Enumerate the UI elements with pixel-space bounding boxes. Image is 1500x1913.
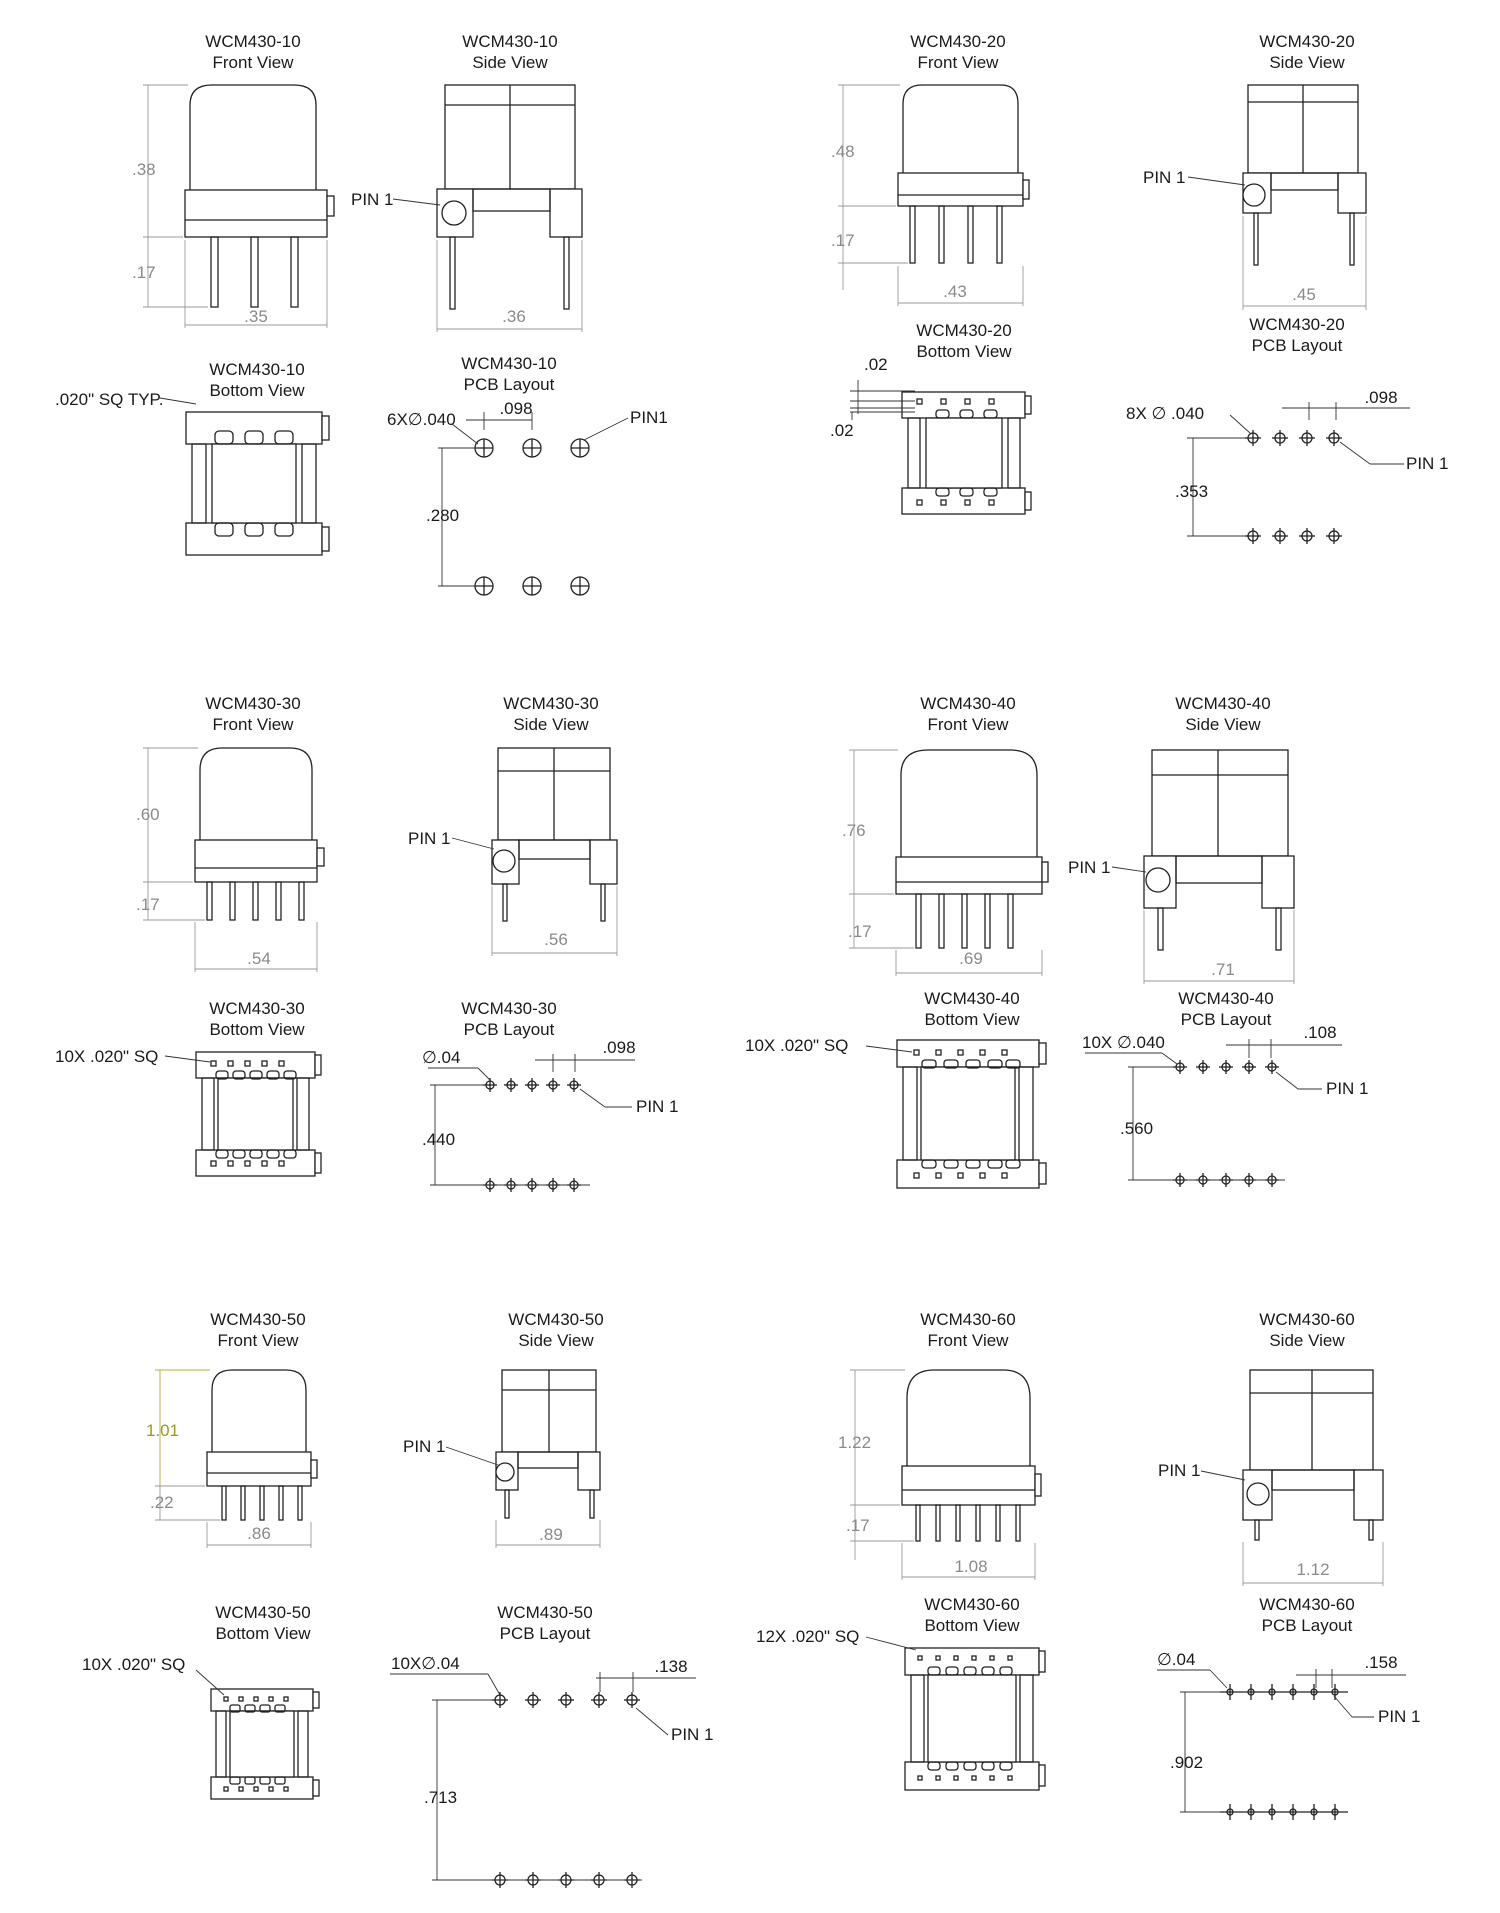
wcm430-60-side-view (1158, 1310, 1383, 1586)
view-subtitle: PCB Layout (463, 375, 555, 394)
wcm430-40-pcb-layout (1082, 989, 1369, 1187)
view-subtitle: Side View (513, 715, 589, 734)
lead-dimension: .17 (136, 895, 160, 914)
height-dimension: 1.01 (146, 1421, 180, 1440)
row-dimension: .902 (1170, 1753, 1204, 1772)
pitch-dimension: .158 (1364, 1653, 1398, 1672)
view-subtitle: Front View (217, 1331, 299, 1350)
view-title: WCM430-40 (920, 694, 1016, 713)
view-title: WCM430-30 (209, 999, 305, 1018)
row-dimension: .713 (424, 1788, 458, 1807)
width-dimension: 1.12 (1296, 1560, 1330, 1579)
view-title: WCM430-10 (462, 32, 558, 51)
width-dimension: .35 (244, 307, 268, 326)
view-subtitle: PCB Layout (463, 1020, 555, 1039)
wcm430-10-front-view (132, 32, 334, 328)
row-dimension: .353 (1175, 482, 1209, 501)
view-subtitle: Bottom View (916, 342, 1012, 361)
view-title: WCM430-60 (1259, 1310, 1355, 1329)
wcm430-40-bottom-view (745, 989, 1046, 1188)
view-title: WCM430-10 (461, 354, 557, 373)
wcm430-30-side-view (408, 694, 617, 956)
view-title: WCM430-10 (205, 32, 301, 51)
pin1-label: PIN 1 (351, 190, 394, 209)
wcm430-40-front-view (842, 694, 1048, 976)
pin1-label: PIN 1 (408, 829, 451, 848)
view-subtitle: Front View (927, 715, 1009, 734)
view-subtitle: Front View (212, 53, 294, 72)
wcm430-10-pcb-layout (387, 354, 668, 595)
wcm430-40-side-view (1068, 694, 1294, 984)
view-subtitle: Side View (518, 1331, 594, 1350)
height-dimension: .60 (136, 805, 160, 824)
wcm430-10-bottom-view (55, 360, 329, 555)
view-title: WCM430-50 (210, 1310, 306, 1329)
wcm430-10-side-view (351, 32, 582, 332)
row-dimension: .560 (1120, 1119, 1154, 1138)
wcm430-60-bottom-view (756, 1595, 1045, 1790)
view-subtitle: Side View (1269, 1331, 1345, 1350)
pin1-label: PIN 1 (1068, 858, 1111, 877)
hole-note: 8X ∅ .040 (1126, 404, 1205, 423)
pin1-label: PIN 1 (636, 1097, 679, 1116)
view-subtitle: PCB Layout (1251, 336, 1343, 355)
pin1-label: PIN 1 (1143, 168, 1186, 187)
hole-note: 10X ∅.040 (1082, 1033, 1165, 1052)
pitch-dimension: .108 (1303, 1023, 1337, 1042)
pad-spacing-dimension: .02 (830, 421, 854, 440)
pad-note: 12X .020" SQ (756, 1627, 860, 1646)
wcm430-60-pcb-layout (1157, 1595, 1421, 1820)
pin1-label: PIN 1 (1406, 454, 1449, 473)
wcm430-30-pcb-layout (422, 999, 679, 1192)
view-title: WCM430-60 (920, 1310, 1016, 1329)
wcm430-20-front-view (831, 32, 1029, 306)
row-dimension: .280 (426, 506, 460, 525)
width-dimension: .86 (247, 1524, 271, 1543)
view-subtitle: Front View (917, 53, 999, 72)
width-dimension: .45 (1292, 285, 1316, 304)
view-subtitle: Front View (212, 715, 294, 734)
hole-note: 6X∅.040 (387, 410, 456, 429)
view-title: WCM430-30 (503, 694, 599, 713)
pad-note: 10X .020" SQ (55, 1047, 159, 1066)
pad-note: 10X .020" SQ (82, 1655, 186, 1674)
wcm430-30-bottom-view (55, 999, 321, 1176)
pitch-dimension: .138 (654, 1657, 688, 1676)
view-title: WCM430-10 (209, 360, 305, 379)
view-title: WCM430-50 (215, 1603, 311, 1622)
width-dimension: .54 (247, 949, 271, 968)
lead-dimension: .17 (848, 922, 872, 941)
hole-note: ∅.04 (422, 1048, 461, 1067)
view-title: WCM430-20 (1249, 315, 1345, 334)
wcm430-20-pcb-layout (1126, 315, 1449, 544)
view-title: WCM430-50 (497, 1603, 593, 1622)
view-subtitle: PCB Layout (1180, 1010, 1272, 1029)
view-subtitle: Front View (927, 1331, 1009, 1350)
view-subtitle: PCB Layout (499, 1624, 591, 1643)
view-subtitle: Side View (472, 53, 548, 72)
width-dimension: .36 (502, 307, 526, 326)
row-dimension: .440 (422, 1130, 456, 1149)
pin1-label: PIN 1 (403, 1437, 446, 1456)
wcm430-60-front-view (838, 1310, 1041, 1580)
view-title: WCM430-20 (1259, 32, 1355, 51)
pitch-dimension: .098 (1364, 388, 1398, 407)
wcm430-20-bottom-view (830, 321, 1031, 514)
view-subtitle: Bottom View (209, 381, 305, 400)
wcm430-50-side-view (403, 1310, 604, 1548)
pin1-label: PIN 1 (1326, 1079, 1369, 1098)
view-title: WCM430-50 (508, 1310, 604, 1329)
view-subtitle: Bottom View (924, 1010, 1020, 1029)
lead-dimension: .17 (846, 1516, 870, 1535)
lead-dimension: .22 (150, 1493, 174, 1512)
view-title: WCM430-60 (924, 1595, 1020, 1614)
height-dimension: .48 (831, 142, 855, 161)
lead-dimension: .17 (831, 231, 855, 250)
view-subtitle: Bottom View (924, 1616, 1020, 1635)
width-dimension: .71 (1211, 960, 1235, 979)
pad-dimension: .02 (864, 355, 888, 374)
view-title: WCM430-30 (205, 694, 301, 713)
lead-dimension: .17 (132, 263, 156, 282)
view-subtitle: Side View (1185, 715, 1261, 734)
view-title: WCM430-30 (461, 999, 557, 1018)
hole-note: 10X∅.04 (391, 1654, 460, 1673)
view-subtitle: PCB Layout (1261, 1616, 1353, 1635)
height-dimension: .38 (132, 160, 156, 179)
view-title: WCM430-20 (916, 321, 1012, 340)
view-title: WCM430-60 (1259, 1595, 1355, 1614)
pin1-label: PIN 1 (671, 1725, 714, 1744)
view-title: WCM430-40 (1175, 694, 1271, 713)
width-dimension: .69 (959, 949, 983, 968)
width-dimension: .89 (539, 1525, 563, 1544)
pin1-label: PIN 1 (1378, 1707, 1421, 1726)
width-dimension: .56 (544, 930, 568, 949)
wcm430-50-bottom-view (82, 1603, 319, 1799)
width-dimension: .43 (943, 282, 967, 301)
view-subtitle: Bottom View (209, 1020, 305, 1039)
view-subtitle: Bottom View (215, 1624, 311, 1643)
wcm430-50-pcb-layout (390, 1603, 714, 1888)
width-dimension: 1.08 (954, 1557, 988, 1576)
pad-note: .020" SQ TYP. (55, 390, 164, 409)
pin1-label: PIN1 (630, 408, 668, 427)
pin1-label: PIN 1 (1158, 1461, 1201, 1480)
pitch-dimension: .098 (499, 399, 533, 418)
hole-note: ∅.04 (1157, 1650, 1196, 1669)
view-title: WCM430-40 (924, 989, 1020, 1008)
wcm430-30-front-view (136, 694, 324, 972)
height-dimension: .76 (842, 821, 866, 840)
wcm430-50-front-view (146, 1310, 317, 1548)
wcm430-20-side-view (1143, 32, 1366, 310)
height-dimension: 1.22 (838, 1433, 872, 1452)
view-subtitle: Side View (1269, 53, 1345, 72)
view-title: WCM430-40 (1178, 989, 1274, 1008)
pad-note: 10X .020" SQ (745, 1036, 849, 1055)
view-title: WCM430-20 (910, 32, 1006, 51)
pitch-dimension: .098 (602, 1038, 636, 1057)
